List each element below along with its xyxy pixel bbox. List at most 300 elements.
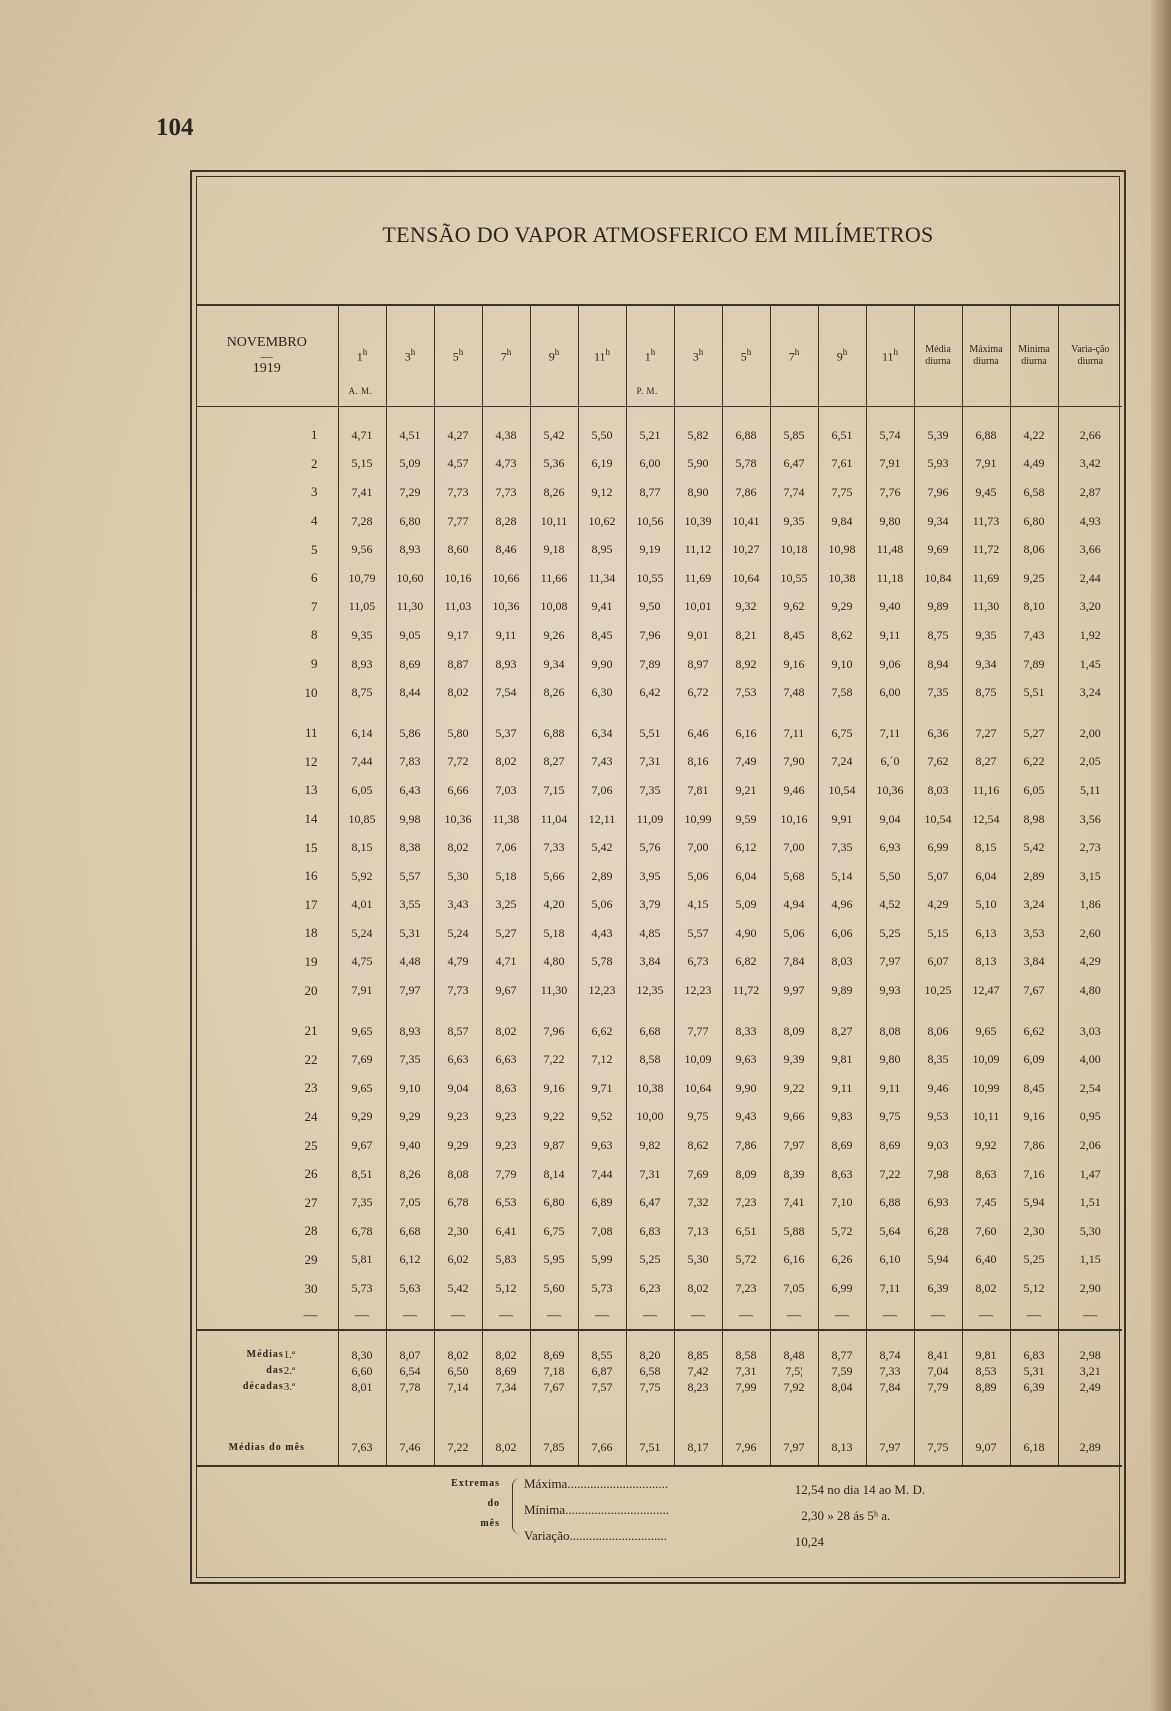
table-cell: 7,74 <box>770 478 818 507</box>
table-cell: 10,99 <box>674 805 722 834</box>
table-cell: 7,81 <box>674 776 722 805</box>
table-cell: 8,35 <box>914 1045 962 1074</box>
table-cell: 7,35 <box>818 833 866 862</box>
table-cell: 6,07 <box>914 948 962 977</box>
table-cell: 9,06 <box>866 650 914 679</box>
table-row <box>196 719 1122 748</box>
table-cell: 6,78 <box>338 1217 386 1246</box>
table-cell: 6,99 <box>914 833 962 862</box>
table-cell: 7,83 <box>386 748 434 777</box>
vapor-table-wrap <box>196 306 1120 1467</box>
table-cell: 6,99 <box>818 1274 866 1303</box>
table-cell: 9,39 <box>770 1045 818 1074</box>
decade-mean-row <box>196 1330 1122 1363</box>
table-cell: 7,12 <box>578 1045 626 1074</box>
table-cell: 9,65 <box>338 1017 386 1046</box>
table-cell: 5,57 <box>386 862 434 891</box>
table-cell: 5,30 <box>674 1246 722 1275</box>
table-cell: 8,69 <box>530 1330 578 1363</box>
table-cell: 7,58 <box>818 678 866 707</box>
table-cell: 7,75 <box>914 1431 962 1466</box>
table-cell: 5,68 <box>770 862 818 891</box>
table-title: TENSÃO DO VAPOR ATMOSFERICO EM MILÍMETROS <box>382 222 934 247</box>
table-row <box>196 976 1122 1005</box>
table-cell: 8,89 <box>962 1379 1010 1395</box>
table-row <box>196 564 1122 593</box>
month-mean-label: Médias do mês <box>196 1431 338 1466</box>
table-cell: 6,75 <box>530 1217 578 1246</box>
table-cell: 4,38 <box>482 407 530 450</box>
table-cell: 8,26 <box>530 478 578 507</box>
table-cell: 7,96 <box>626 621 674 650</box>
decade-mean-row <box>196 1379 1122 1395</box>
table-cell: 6,23 <box>626 1274 674 1303</box>
table-cell: 8,09 <box>770 1017 818 1046</box>
table-cell: 6,83 <box>1010 1330 1058 1363</box>
table-cell: 11,09 <box>626 805 674 834</box>
table-cell: 5,72 <box>818 1217 866 1246</box>
table-cell: 10,09 <box>962 1045 1010 1074</box>
table-cell: 5,86 <box>386 719 434 748</box>
table-cell: 9,80 <box>866 507 914 536</box>
table-cell: 7,42 <box>674 1363 722 1379</box>
table-cell: 8,02 <box>482 748 530 777</box>
table-cell: 5,95 <box>530 1246 578 1275</box>
table-cell: 10,85 <box>338 805 386 834</box>
table-cell: 5,51 <box>1010 678 1058 707</box>
table-cell: 7,44 <box>578 1160 626 1189</box>
table-cell: 4,52 <box>866 891 914 920</box>
table-cell: 7,90 <box>770 748 818 777</box>
hour-header-12: 11$^h$ <box>866 306 914 407</box>
table-cell: 7,76 <box>866 478 914 507</box>
table-cell: 2,66 <box>1058 407 1122 450</box>
table-cell: 8,03 <box>914 776 962 805</box>
table-cell: 9,11 <box>866 621 914 650</box>
table-cell: 8,45 <box>770 621 818 650</box>
table-cell: 5,27 <box>482 919 530 948</box>
table-cell: 10,11 <box>962 1103 1010 1132</box>
table-cell: 2,30 <box>434 1217 482 1246</box>
table-cell: 5,94 <box>914 1246 962 1275</box>
table-cell: 8,02 <box>674 1274 722 1303</box>
day-label: 24 <box>304 1108 318 1124</box>
table-cell: 8,62 <box>818 621 866 650</box>
table-cell: 8,10 <box>1010 593 1058 622</box>
table-cell: 11,16 <box>962 776 1010 805</box>
table-cell: 10,54 <box>914 805 962 834</box>
table-cell: 10,00 <box>626 1103 674 1132</box>
table-cell: 6,93 <box>914 1188 962 1217</box>
table-cell: 7,86 <box>722 1131 770 1160</box>
table-cell: 7,61 <box>818 450 866 479</box>
table-cell: 8,26 <box>530 678 578 707</box>
table-cell: 5,83 <box>482 1246 530 1275</box>
table-cell: 7,06 <box>482 833 530 862</box>
table-cell: 8,06 <box>1010 535 1058 564</box>
table-cell: 9,23 <box>482 1131 530 1160</box>
day-label: 12 <box>304 753 318 769</box>
table-cell: 6,80 <box>530 1188 578 1217</box>
table-cell: 10,64 <box>722 564 770 593</box>
table-cell: 6,09 <box>1010 1045 1058 1074</box>
table-cell: 6,80 <box>386 507 434 536</box>
table-cell: 9,34 <box>962 650 1010 679</box>
table-cell: 8,75 <box>338 678 386 707</box>
table-cell: 4,48 <box>386 948 434 977</box>
table-row <box>196 1160 1122 1189</box>
table-cell: 7,22 <box>866 1160 914 1189</box>
table-cell: 9,34 <box>530 650 578 679</box>
table-cell: 7,35 <box>338 1188 386 1217</box>
table-cell: 9,81 <box>962 1330 1010 1363</box>
table-cell: 8,77 <box>818 1330 866 1363</box>
table-cell: 6,13 <box>962 919 1010 948</box>
table-cell: 9,91 <box>818 805 866 834</box>
table-cell: 6,83 <box>626 1217 674 1246</box>
table-cell: 5,42 <box>530 407 578 450</box>
day-label: 11 <box>304 725 318 741</box>
table-cell: 8,62 <box>674 1131 722 1160</box>
table-row <box>196 478 1122 507</box>
table-cell: 8,69 <box>818 1131 866 1160</box>
table-cell: 7,86 <box>722 478 770 507</box>
table-cell: 4,00 <box>1058 1045 1122 1074</box>
table-cell: 7,79 <box>482 1160 530 1189</box>
table-cell: 9,75 <box>674 1103 722 1132</box>
table-cell: 9,93 <box>866 976 914 1005</box>
table-cell: 4,80 <box>530 948 578 977</box>
table-cell: 7,62 <box>914 748 962 777</box>
table-cell: 6,28 <box>914 1217 962 1246</box>
table-row <box>196 1217 1122 1246</box>
table-cell: 9,05 <box>386 621 434 650</box>
am-label: A. M. <box>348 386 373 396</box>
table-cell: 7,11 <box>866 1274 914 1303</box>
table-cell: 6,02 <box>434 1246 482 1275</box>
table-cell: 11,69 <box>674 564 722 593</box>
decade-gap <box>196 1005 1122 1017</box>
hour-header-11: 9$^h$ <box>818 306 866 407</box>
hour-header-9: 5$^h$ <box>722 306 770 407</box>
table-cell: 9,66 <box>770 1103 818 1132</box>
table-cell: 12,11 <box>578 805 626 834</box>
table-cell: 10,60 <box>386 564 434 593</box>
table-cell: 8,77 <box>626 478 674 507</box>
table-cell: 1,92 <box>1058 621 1122 650</box>
table-cell: 5,50 <box>866 862 914 891</box>
table-cell: 8,33 <box>722 1017 770 1046</box>
table-cell: 5,30 <box>434 862 482 891</box>
table-cell: 4,75 <box>338 948 386 977</box>
table-cell: 8,95 <box>578 535 626 564</box>
table-cell: 5,78 <box>722 450 770 479</box>
table-cell: 7,96 <box>914 478 962 507</box>
table-cell: 9,35 <box>962 621 1010 650</box>
table-cell: 8,74 <box>866 1330 914 1363</box>
table-cell: 7,97 <box>386 976 434 1005</box>
table-cell: 9,23 <box>434 1103 482 1132</box>
table-cell: 7,78 <box>386 1379 434 1395</box>
table-cell: 8,57 <box>434 1017 482 1046</box>
day-label: 4 <box>311 513 318 529</box>
table-cell: 7,32 <box>674 1188 722 1217</box>
table-cell: 9,32 <box>722 593 770 622</box>
table-cell: 5,74 <box>866 407 914 450</box>
table-cell: 5,06 <box>674 862 722 891</box>
table-cell: 9,46 <box>770 776 818 805</box>
table-cell: 10,18 <box>770 535 818 564</box>
day-label: 13 <box>304 782 318 798</box>
table-cell: 9,98 <box>386 805 434 834</box>
day-label: 1 <box>311 427 318 443</box>
table-cell: 8,48 <box>770 1330 818 1363</box>
table-cell: 6,40 <box>962 1246 1010 1275</box>
table-cell: 8,07 <box>386 1330 434 1363</box>
table-cell: 10,11 <box>530 507 578 536</box>
table-cell: 9,59 <box>722 805 770 834</box>
table-cell: 5,06 <box>578 891 626 920</box>
table-cell: 5,14 <box>818 862 866 891</box>
table-cell: 9,69 <box>914 535 962 564</box>
table-cell: 7,10 <box>818 1188 866 1217</box>
table-cell: 9,56 <box>338 535 386 564</box>
table-cell: 4,80 <box>1058 976 1122 1005</box>
table-cell: 8,08 <box>434 1160 482 1189</box>
day-label: 30 <box>304 1280 318 1296</box>
table-cell: 7,69 <box>674 1160 722 1189</box>
day-label: 7 <box>311 598 318 614</box>
table-cell: 1,15 <box>1058 1246 1122 1275</box>
table-cell: 8,41 <box>914 1330 962 1363</box>
table-cell: 6,72 <box>674 678 722 707</box>
table-cell: 5,24 <box>338 919 386 948</box>
table-cell: 4,85 <box>626 919 674 948</box>
table-cell: 7,77 <box>674 1017 722 1046</box>
table-cell: 10,54 <box>818 776 866 805</box>
table-cell: 8,87 <box>434 650 482 679</box>
table-cell: 8,16 <box>674 748 722 777</box>
table-cell: 8,58 <box>722 1330 770 1363</box>
table-cell: 7,08 <box>578 1217 626 1246</box>
table-cell: 9,03 <box>914 1131 962 1160</box>
table-cell: 8,45 <box>1010 1074 1058 1103</box>
table-cell: 7,11 <box>770 719 818 748</box>
table-cell: 1,45 <box>1058 650 1122 679</box>
month-name: NOVEMBRO <box>226 335 307 350</box>
table-cell: 9,19 <box>626 535 674 564</box>
table-cell: 6,12 <box>386 1246 434 1275</box>
table-cell: 10,84 <box>914 564 962 593</box>
table-cell: 7,63 <box>338 1431 386 1466</box>
table-cell: 5,12 <box>482 1274 530 1303</box>
extremes-label: Extremas do mês <box>451 1478 500 1529</box>
decade-label: das2.ª <box>266 1364 296 1377</box>
table-cell: 7,67 <box>530 1379 578 1395</box>
table-cell: 3,21 <box>1058 1363 1122 1379</box>
table-cell: 2,89 <box>1010 862 1058 891</box>
table-cell: 6,50 <box>434 1363 482 1379</box>
table-cell: 7,46 <box>386 1431 434 1466</box>
table-cell: 6,88 <box>866 1188 914 1217</box>
table-cell: 12,23 <box>674 976 722 1005</box>
table-cell: 5,90 <box>674 450 722 479</box>
table-cell: 3,15 <box>1058 862 1122 891</box>
table-cell: 5,93 <box>914 450 962 479</box>
table-cell: 6,58 <box>1010 478 1058 507</box>
table-cell: 5,10 <box>962 891 1010 920</box>
day-label: 9 <box>311 656 318 672</box>
table-cell: 6,53 <box>482 1188 530 1217</box>
table-cell: 6,39 <box>1010 1379 1058 1395</box>
table-cell: 7,51 <box>626 1431 674 1466</box>
decade-gap <box>196 707 1122 719</box>
table-cell: 9,82 <box>626 1131 674 1160</box>
day-label: 15 <box>304 839 318 855</box>
table-cell: 2,90 <box>1058 1274 1122 1303</box>
table-cell: 9,62 <box>770 593 818 622</box>
table-cell: 7,43 <box>578 748 626 777</box>
table-cell: 7,79 <box>914 1379 962 1395</box>
table-cell: 7,45 <box>962 1188 1010 1217</box>
table-cell: 5,78 <box>578 948 626 977</box>
hour-header-3: 5$^h$ <box>434 306 482 407</box>
table-cell: 8,93 <box>386 1017 434 1046</box>
table-cell: 6,82 <box>722 948 770 977</box>
table-cell: 5,12 <box>1010 1274 1058 1303</box>
table-cell: 5,99 <box>578 1246 626 1275</box>
table-cell: 9,41 <box>578 593 626 622</box>
pm-label: P. M. <box>636 386 658 396</box>
table-cell: 6,88 <box>962 407 1010 450</box>
table-cell: 1,47 <box>1058 1160 1122 1189</box>
table-cell: 5,42 <box>434 1274 482 1303</box>
table-cell: 6,58 <box>626 1363 674 1379</box>
table-cell: 8,97 <box>674 650 722 679</box>
day-label: 2 <box>311 455 318 471</box>
table-cell: 7,85 <box>530 1431 578 1466</box>
table-cell: 8,38 <box>386 833 434 862</box>
table-cell: 9,35 <box>338 621 386 650</box>
table-cell: 9,11 <box>818 1074 866 1103</box>
table-row <box>196 891 1122 920</box>
table-cell: 8,92 <box>722 650 770 679</box>
table-cell: 9,17 <box>434 621 482 650</box>
table-cell: 5,72 <box>722 1246 770 1275</box>
table-body <box>196 407 1122 1466</box>
table-cell: 2,44 <box>1058 564 1122 593</box>
table-cell: 10,62 <box>578 507 626 536</box>
table-cell: 8,30 <box>338 1330 386 1363</box>
table-cell: 4,94 <box>770 891 818 920</box>
table-cell: 6,47 <box>770 450 818 479</box>
table-cell: 5,09 <box>386 450 434 479</box>
table-cell: 9,52 <box>578 1103 626 1132</box>
table-cell: 10,99 <box>962 1074 1010 1103</box>
table-cell: 7,11 <box>866 719 914 748</box>
table-cell: 8,93 <box>482 650 530 679</box>
table-cell: 8,53 <box>962 1363 1010 1379</box>
table-cell: 7,22 <box>530 1045 578 1074</box>
day-label: 25 <box>304 1137 318 1153</box>
table-cell: 7,35 <box>386 1045 434 1074</box>
table-cell: 8,98 <box>1010 805 1058 834</box>
table-cell: 6,63 <box>434 1045 482 1074</box>
table-cell: 8,14 <box>530 1160 578 1189</box>
table-cell: 10,36 <box>482 593 530 622</box>
table-cell: 11,34 <box>578 564 626 593</box>
table-cell: 8,02 <box>482 1330 530 1363</box>
table-cell: 8,04 <box>818 1379 866 1395</box>
table-cell: 5,06 <box>770 919 818 948</box>
table-cell: 7,89 <box>1010 650 1058 679</box>
table-cell: 6,75 <box>818 719 866 748</box>
table-cell: 6,04 <box>722 862 770 891</box>
table-cell: 10,41 <box>722 507 770 536</box>
table-cell: 9,45 <box>962 478 1010 507</box>
table-cell: 11,05 <box>338 593 386 622</box>
table-cell: 6,78 <box>434 1188 482 1217</box>
table-cell: 9,11 <box>866 1074 914 1103</box>
table-cell: 5,31 <box>386 919 434 948</box>
table-cell: 6,62 <box>578 1017 626 1046</box>
table-cell: 7,43 <box>1010 621 1058 650</box>
table-cell: 11,03 <box>434 593 482 622</box>
table-cell: 9,89 <box>914 593 962 622</box>
table-cell: 7,41 <box>770 1188 818 1217</box>
table-cell: 9,67 <box>482 976 530 1005</box>
table-cell: 6,62 <box>1010 1017 1058 1046</box>
table-cell: 7,72 <box>434 748 482 777</box>
table-row <box>196 919 1122 948</box>
table-cell: 6,16 <box>770 1246 818 1275</box>
day-label: 19 <box>304 953 318 969</box>
table-cell: 11,69 <box>962 564 1010 593</box>
table-row <box>196 1131 1122 1160</box>
table-row <box>196 948 1122 977</box>
table-cell: 9,63 <box>722 1045 770 1074</box>
table-cell: 9,81 <box>818 1045 866 1074</box>
table-cell: 7,41 <box>338 478 386 507</box>
table-row <box>196 1103 1122 1132</box>
table-cell: 7,84 <box>866 1379 914 1395</box>
table-cell: 6,54 <box>386 1363 434 1379</box>
table-cell: 7,16 <box>1010 1160 1058 1189</box>
table-cell: 5,94 <box>1010 1188 1058 1217</box>
day-label: 27 <box>304 1194 318 1210</box>
table-row <box>196 1045 1122 1074</box>
table-cell: 11,48 <box>866 535 914 564</box>
table-cell: 7,84 <box>770 948 818 977</box>
table-cell: 5,66 <box>530 862 578 891</box>
table-cell: 9,75 <box>866 1103 914 1132</box>
table-header <box>196 306 1122 407</box>
table-cell: 11,72 <box>722 976 770 1005</box>
table-cell: 2,73 <box>1058 833 1122 862</box>
table-cell: 7,97 <box>770 1131 818 1160</box>
table-cell: 6,14 <box>338 719 386 748</box>
table-cell: 8,02 <box>482 1017 530 1046</box>
table-cell: 2,00 <box>1058 719 1122 748</box>
table-cell: 1,51 <box>1058 1188 1122 1217</box>
table-cell: 9,43 <box>722 1103 770 1132</box>
table-cell: 10,09 <box>674 1045 722 1074</box>
table-cell: 5,57 <box>674 919 722 948</box>
table-row <box>196 650 1122 679</box>
decade-label: décadas3.ª <box>242 1380 296 1393</box>
table-cell: 4,15 <box>674 891 722 920</box>
table-cell: 3,84 <box>626 948 674 977</box>
